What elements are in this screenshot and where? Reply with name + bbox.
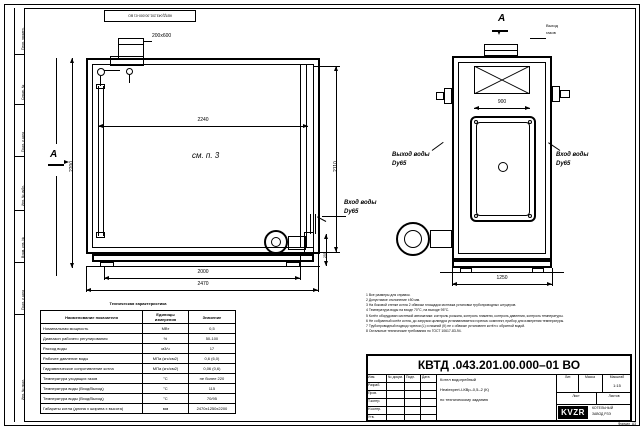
title-block-col-sep [420, 374, 421, 422]
tb-sheet-label: Лист [572, 394, 580, 398]
dim-ext-line [452, 268, 453, 286]
spec-cell: Гидравлическое сопротивление котла [41, 364, 143, 374]
side-door-handle [498, 162, 508, 172]
tb-stage-1: Масса [584, 375, 596, 379]
spec-cell: 115 [188, 384, 235, 394]
table-row [41, 404, 236, 414]
note-item: 8 Остальные технические требования по ГОСТ 10617-83-94. [366, 329, 462, 334]
title-block-col-sep [556, 374, 557, 422]
side-floor-line [440, 272, 564, 273]
spec-header-cell: Значение [188, 311, 235, 324]
dim-arrow [98, 124, 103, 128]
title-block-col-sep [596, 392, 597, 404]
spec-cell: 0,6 (6,0) [188, 354, 235, 364]
spec-header-row [41, 311, 236, 324]
margin-label-6: Инв. № подл. [21, 378, 25, 400]
spec-cell: Габариты котла (длина х ширина х высота) [41, 404, 143, 414]
title-block-sep [556, 404, 632, 405]
side-section-letter: А [498, 13, 506, 24]
spec-cell: 17 [188, 344, 235, 354]
side-outlet-flange [444, 88, 452, 104]
margin-label-3: Инв. № дубл. [21, 185, 25, 206]
spec-cell: 50-100 [188, 334, 235, 344]
dim-arrow [324, 234, 328, 239]
table-row [41, 324, 236, 334]
tb-scale-value: 1:15 [613, 383, 621, 388]
front-inlet-label-line1: Вход воды [344, 200, 377, 206]
side-smoke-outlet-line2: газов [546, 30, 556, 35]
spec-cell: м3/ч [143, 344, 189, 354]
title-block-col-sep [404, 374, 405, 422]
leader-line [530, 38, 546, 39]
fitting-circle [126, 68, 133, 75]
spec-cell: % [143, 334, 189, 344]
dim-ext-line [314, 66, 340, 67]
spec-table [40, 310, 236, 414]
spec-cell: МВт [143, 324, 189, 334]
dim-ext-line [86, 266, 87, 292]
margin-divider [14, 8, 15, 422]
note-item: 1 Все размеры для справок. [366, 293, 411, 297]
front-left-riser [103, 86, 104, 236]
product-line-1: Котел водогрейный [440, 377, 477, 382]
dim-line-2470 [86, 290, 318, 291]
front-top-nozzle-label: 200x600 [152, 33, 172, 39]
dim-ext-line [318, 254, 319, 292]
tb-row-label-3: Н.контр. [368, 407, 382, 411]
front-base-frame [92, 254, 314, 262]
note-item: 4 Температура воды на входе 70°С, на выходе 95°С. [366, 308, 450, 313]
table-row [41, 344, 236, 354]
dim-ext-line [300, 254, 301, 280]
front-top-nozzle-flange [118, 44, 144, 45]
table-row [41, 364, 236, 374]
note-item: 2 Допустимое отклонение ±50 мм. [366, 298, 421, 303]
front-left-riser [98, 86, 99, 236]
tb-row-label-0: Разраб. [368, 383, 381, 387]
front-right-inner-edge [306, 64, 307, 248]
tb-col-2: № докум. [388, 375, 403, 379]
side-inlet-flange [552, 86, 560, 102]
margin-row-sep [14, 54, 24, 55]
spec-header-cell: Наименование показателя [41, 311, 143, 324]
designation-text: КВТД .043.201.00.000–01 ВО [417, 358, 581, 372]
front-section-letter-left: А [50, 149, 58, 160]
spec-header-cell: Единицы измерения [143, 311, 189, 324]
front-floor-line [86, 266, 320, 267]
front-see-item-note: см. п. 3 [192, 151, 220, 160]
dim-arrow [70, 263, 74, 268]
side-support-foot [460, 268, 472, 273]
section-line-vertical [56, 176, 57, 276]
spec-cell: 0,06 (0,6) [188, 364, 235, 374]
door-bolt [474, 120, 478, 124]
spec-cell: Рабочее давление воды [41, 354, 143, 364]
side-base-frame [452, 260, 552, 268]
spec-cell: Номинальная мощность [41, 324, 143, 334]
side-smoke-outlet-line1: Выход [546, 23, 558, 28]
side-inlet-label-line1: Вход воды [556, 152, 589, 158]
fitting-stem [129, 75, 130, 83]
dim-text-2000: 2000 [197, 269, 209, 275]
dim-ext-line [552, 268, 553, 286]
door-bolt [528, 120, 532, 124]
spec-cell: не более 220 [188, 374, 235, 384]
front-left-riser-flange [96, 84, 105, 89]
tb-stage-2: Масштаб [609, 375, 625, 379]
front-support-foot [100, 262, 114, 267]
front-right-inner-edge [300, 64, 301, 248]
side-inlet-label-line2: Dу65 [556, 161, 571, 167]
front-top-duct-line [104, 70, 120, 71]
title-block-sep [556, 392, 632, 393]
margin-row-sep [14, 314, 24, 315]
side-burner-duct [430, 230, 452, 248]
tb-row-label-2: Т.контр. [368, 399, 381, 403]
dim-arrow [303, 124, 308, 128]
side-burner-inner [404, 230, 422, 248]
spec-cell: °С [143, 384, 189, 394]
side-outlet-label-line1: Выход воды [392, 152, 430, 158]
spec-cell: °С [143, 394, 189, 404]
dim-arrow [70, 58, 74, 63]
tb-sheets-label: Листов [608, 394, 620, 398]
company-logo: KVZR [558, 406, 588, 419]
margin-label-4: Взам. инв. № [21, 236, 25, 258]
margin-label-2: Подп. и дата [21, 132, 25, 152]
margin-label-0: Перв. примен. [21, 27, 25, 50]
margin-row-sep [14, 156, 24, 157]
front-burner-hub [271, 237, 281, 247]
dim-line-1250 [452, 284, 552, 285]
door-bolt [528, 214, 532, 218]
section-arrow-bar [48, 164, 64, 166]
spec-cell: 0,5 [188, 324, 235, 334]
tb-col-3: Подп. [406, 375, 416, 379]
title-block-col-sep [386, 374, 387, 422]
dim-text-255: 255 [323, 252, 327, 258]
side-outlet-pipe [436, 92, 444, 100]
dim-arrow [324, 261, 328, 266]
front-inlet-label-line2: Dу65 [344, 209, 359, 215]
leader-line [144, 41, 152, 42]
front-inlet-pipe [310, 214, 311, 234]
dim-text-2470: 2470 [197, 281, 209, 287]
dim-line-900 [474, 108, 530, 109]
fitting-circle [97, 68, 105, 76]
spec-cell: Диапазон рабочего регулирования [41, 334, 143, 344]
spec-table-caption: Техническая характеристика [109, 301, 167, 306]
spec-cell: Температура уходящих газов [41, 374, 143, 384]
margin-label-5: Подп. и дата [21, 290, 25, 310]
dim-arrow [525, 106, 530, 110]
leader-line [322, 216, 346, 217]
tb-col-4: Дата [422, 375, 430, 379]
dim-arrow [474, 106, 479, 110]
section-line-vertical [56, 58, 57, 144]
dim-text-1250: 1250 [496, 275, 508, 281]
table-row [41, 384, 236, 394]
dim-text-2200: 2200 [69, 160, 75, 172]
note-item: 7 Трубопроводный подвод горелки (L) и нижний (К) не с обвязке установлен котёл с обратной водой. [366, 323, 526, 328]
spec-cell: МПа (кгс/см2) [143, 354, 189, 364]
tb-row-label-4: Утв. [368, 415, 375, 419]
side-inlet-pipe [560, 90, 570, 98]
spec-cell: Расход воды [41, 344, 143, 354]
dim-line-2000 [104, 278, 300, 279]
door-bolt [474, 214, 478, 218]
product-line-3: по техническому заданию [440, 397, 489, 402]
product-line-2: Heatexpert-I-КВр–0,5–2 (К) [440, 387, 489, 392]
dim-text-900: 900 [497, 99, 507, 105]
company-line-2: ЗАВОД РЗЭ [592, 412, 611, 416]
table-row [41, 354, 236, 364]
tb-stage-0: Лит. [564, 375, 572, 379]
front-burner-flange [304, 232, 314, 254]
side-support-foot [532, 268, 544, 273]
notes-block [366, 294, 632, 335]
spec-cell: °С [143, 374, 189, 384]
section-arrow-head [497, 30, 501, 35]
dim-ext-line [104, 266, 105, 280]
company-line-1: КОТЕЛЬНЫЙ [592, 406, 614, 410]
table-row [41, 394, 236, 404]
side-outlet-label-line2: Dу65 [392, 161, 407, 167]
title-block-col-sep [436, 374, 437, 422]
table-row [41, 334, 236, 344]
note-item: 5 Котёл оборудован системой автоматики: контроль розжига, контроль пламени, контроль давления, контроль температуры. [366, 313, 564, 318]
spec-cell: Температура воды (Вход/Выход) [41, 394, 143, 404]
front-top-duct [110, 56, 144, 66]
table-row [41, 374, 236, 384]
spec-cell: 70/95 [188, 394, 235, 404]
spec-cell: МПа (кгс/см2) [143, 364, 189, 374]
tb-col-0: Изм. [368, 375, 376, 379]
spec-cell: мм [143, 404, 189, 414]
top-stamp-text: КВТД.043.201.00.000-01 ВО [128, 13, 172, 18]
dim-text-2240: 2240 [197, 117, 209, 123]
front-left-riser-flange [96, 232, 105, 238]
front-support-foot [286, 262, 300, 267]
format-note: Формат А3 [617, 422, 636, 426]
margin-label-1: Справ. № [21, 84, 25, 100]
spec-cell: Температура воды (Вход/Выход) [41, 384, 143, 394]
side-hatch-cross-icon [474, 66, 530, 94]
spec-cell: 2470х1250х2200 [188, 404, 235, 414]
title-block-row-sep [366, 414, 436, 415]
tb-row-label-1: Пров. [368, 391, 377, 395]
dim-text-2110: 2110 [333, 161, 339, 172]
dim-line-2240 [98, 126, 308, 127]
side-top-nozzle-flange [484, 50, 518, 51]
note-item: 6 Не собранный котёл котла, до загрузки цилиндра устанавливается горелка: комплект, прибор для измерения температуры. [366, 318, 565, 323]
note-item: 3 На боковой стенке котла 2 обвязки площадки монтажа установки трубопроводных штуцеров. [366, 303, 517, 308]
